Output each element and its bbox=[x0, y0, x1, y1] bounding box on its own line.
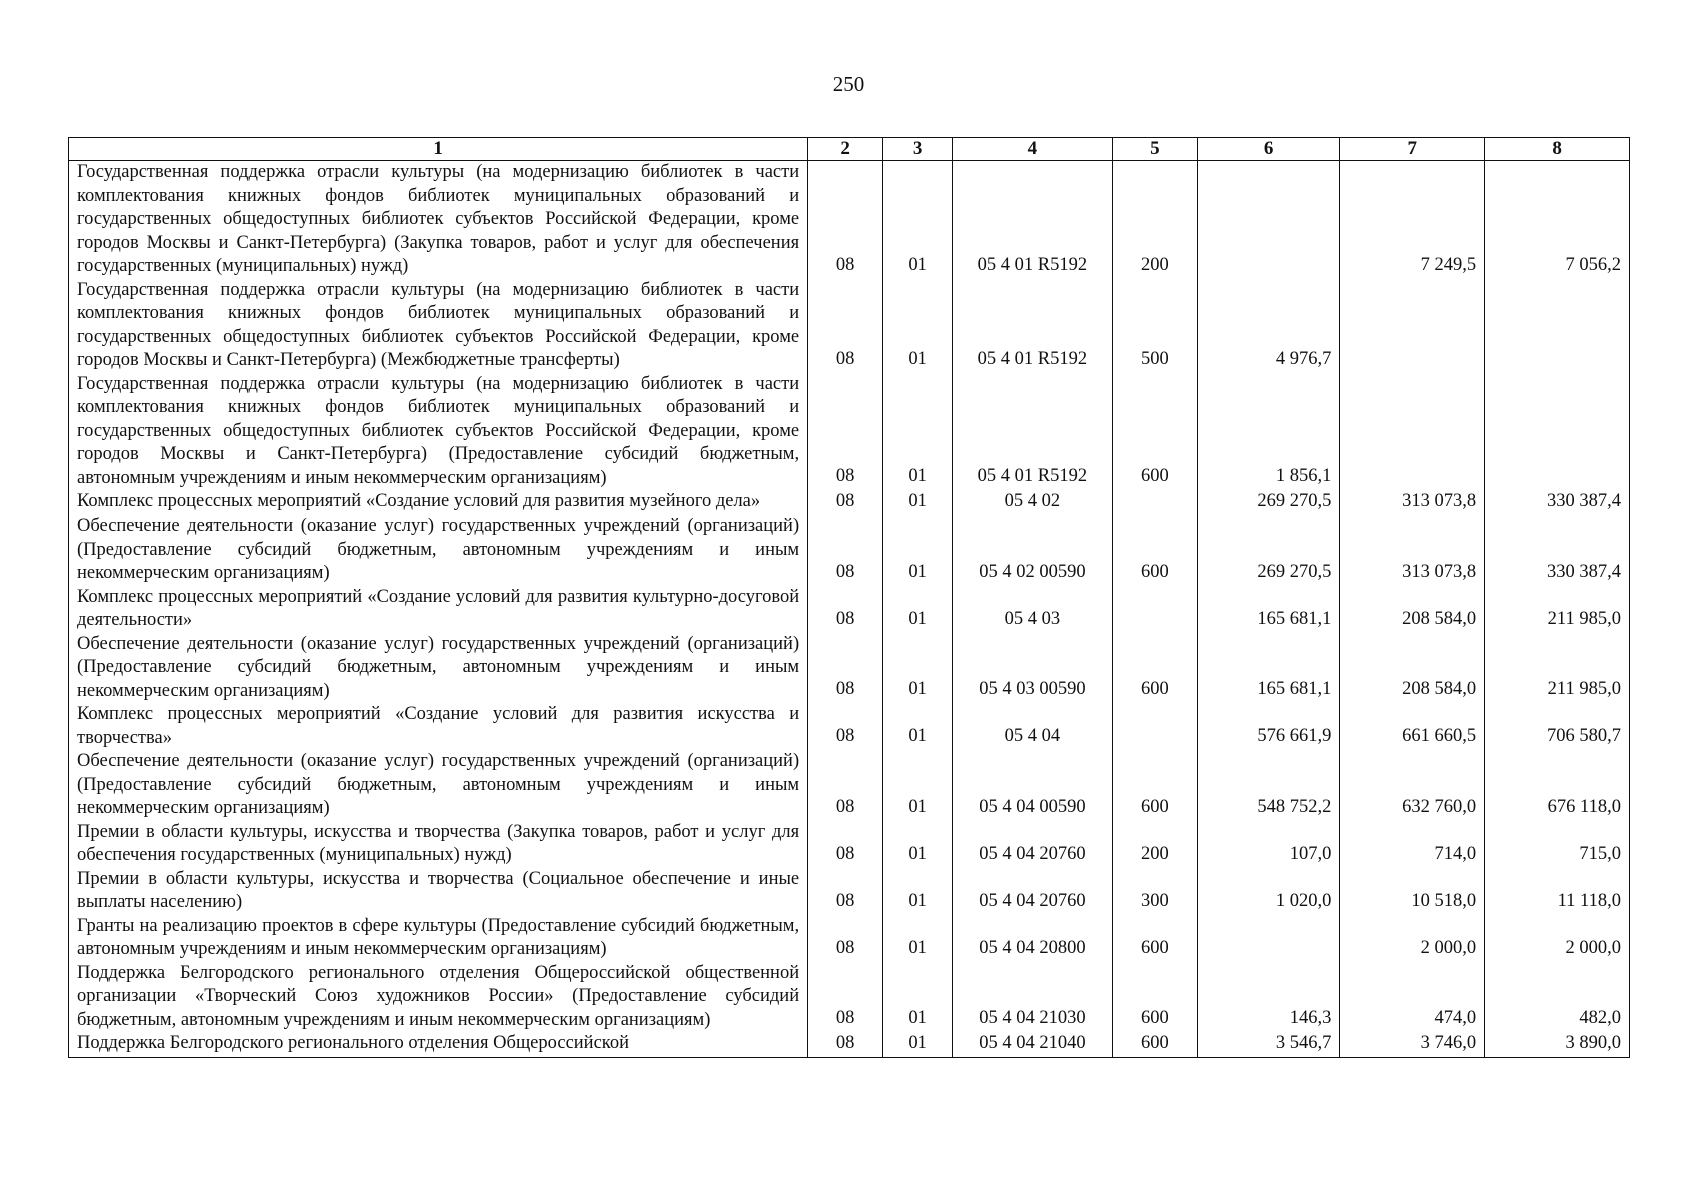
amount-year-3: 2 000,0 bbox=[1485, 915, 1630, 962]
row-description: Комплекс процессных мероприятий «Создание условий для развития музейного дела» bbox=[69, 490, 808, 515]
subsection-code: 01 bbox=[883, 915, 953, 962]
amount-year-1: 3 546,7 bbox=[1197, 1032, 1340, 1058]
amount-year-1: 1 020,0 bbox=[1197, 868, 1340, 915]
subsection-code: 01 bbox=[883, 515, 953, 586]
subsection-code: 01 bbox=[883, 633, 953, 704]
row-description: Государственная поддержка отрасли культуры (на модернизацию библиотек в части комплектования книжных фондов библиотек муниципальных образований и государственных общедоступных библиотек субъектов Российской Федерации, кроме городов Москвы и Санкт-Петербурга) (Предоставление субсидий бюджетным, автономным учреждениям и иным некоммерческим организациям) bbox=[69, 373, 808, 491]
expense-type-code bbox=[1112, 703, 1197, 750]
table-row bbox=[69, 633, 1630, 704]
expense-type-code: 600 bbox=[1112, 915, 1197, 962]
target-article-code: 05 4 04 20760 bbox=[952, 868, 1112, 915]
target-article-code: 05 4 04 bbox=[952, 703, 1112, 750]
target-article-code: 05 4 03 00590 bbox=[952, 633, 1112, 704]
table-row bbox=[69, 821, 1630, 868]
amount-year-1: 269 270,5 bbox=[1197, 515, 1340, 586]
amount-year-3: 330 387,4 bbox=[1485, 490, 1630, 515]
section-code: 08 bbox=[808, 1032, 883, 1058]
amount-year-1: 1 856,1 bbox=[1197, 373, 1340, 491]
subsection-code: 01 bbox=[883, 161, 953, 279]
expense-type-code: 600 bbox=[1112, 515, 1197, 586]
section-code: 08 bbox=[808, 821, 883, 868]
expense-type-code: 600 bbox=[1112, 633, 1197, 704]
section-code: 08 bbox=[808, 750, 883, 821]
target-article-code: 05 4 01 R5192 bbox=[952, 279, 1112, 373]
subsection-code: 01 bbox=[883, 1032, 953, 1058]
amount-year-3 bbox=[1485, 373, 1630, 491]
expense-type-code bbox=[1112, 490, 1197, 515]
column-header: 5 bbox=[1112, 138, 1197, 161]
subsection-code: 01 bbox=[883, 821, 953, 868]
subsection-code: 01 bbox=[883, 703, 953, 750]
row-description: Премии в области культуры, искусства и творчества (Закупка товаров, работ и услуг для обеспечения государственных (муниципальных) нужд) bbox=[69, 821, 808, 868]
table-row bbox=[69, 373, 1630, 491]
amount-year-3: 11 118,0 bbox=[1485, 868, 1630, 915]
section-code: 08 bbox=[808, 161, 883, 279]
row-description: Обеспечение деятельности (оказание услуг) государственных учреждений (организаций) (Предоставление субсидий бюджетным, автономным учреждениям и иным некоммерческим организациям) bbox=[69, 633, 808, 704]
column-header: 3 bbox=[883, 138, 953, 161]
table-row bbox=[69, 515, 1630, 586]
amount-year-3: 211 985,0 bbox=[1485, 586, 1630, 633]
target-article-code: 05 4 01 R5192 bbox=[952, 373, 1112, 491]
amount-year-3: 7 056,2 bbox=[1485, 161, 1630, 279]
amount-year-1: 576 661,9 bbox=[1197, 703, 1340, 750]
expense-type-code: 200 bbox=[1112, 821, 1197, 868]
amount-year-1: 548 752,2 bbox=[1197, 750, 1340, 821]
amount-year-2: 474,0 bbox=[1340, 962, 1485, 1033]
page-number: 250 bbox=[832, 72, 865, 96]
column-header: 2 bbox=[808, 138, 883, 161]
amount-year-1: 165 681,1 bbox=[1197, 586, 1340, 633]
table-row bbox=[69, 962, 1630, 1033]
subsection-code: 01 bbox=[883, 490, 953, 515]
amount-year-2: 10 518,0 bbox=[1340, 868, 1485, 915]
amount-year-1 bbox=[1197, 161, 1340, 279]
table-row bbox=[69, 161, 1630, 279]
expense-type-code: 600 bbox=[1112, 1032, 1197, 1058]
amount-year-1: 146,3 bbox=[1197, 962, 1340, 1033]
expense-type-code: 200 bbox=[1112, 161, 1197, 279]
table-row bbox=[69, 586, 1630, 633]
amount-year-3: 676 118,0 bbox=[1485, 750, 1630, 821]
row-description: Премии в области культуры, искусства и творчества (Социальное обеспечение и иные выплаты населению) bbox=[69, 868, 808, 915]
section-code: 08 bbox=[808, 373, 883, 491]
amount-year-3: 715,0 bbox=[1485, 821, 1630, 868]
section-code: 08 bbox=[808, 915, 883, 962]
subsection-code: 01 bbox=[883, 962, 953, 1033]
header-row bbox=[69, 138, 1630, 161]
subsection-code: 01 bbox=[883, 868, 953, 915]
section-code: 08 bbox=[808, 633, 883, 704]
expense-type-code: 300 bbox=[1112, 868, 1197, 915]
row-description: Комплекс процессных мероприятий «Создание условий для развития искусства и творчества» bbox=[69, 703, 808, 750]
table-row bbox=[69, 750, 1630, 821]
amount-year-3: 706 580,7 bbox=[1485, 703, 1630, 750]
amount-year-1: 4 976,7 bbox=[1197, 279, 1340, 373]
column-header: 1 bbox=[69, 138, 808, 161]
row-description: Обеспечение деятельности (оказание услуг) государственных учреждений (организаций) (Предоставление субсидий бюджетным, автономным учреждениям и иным некоммерческим организациям) bbox=[69, 750, 808, 821]
amount-year-1: 165 681,1 bbox=[1197, 633, 1340, 704]
table-row bbox=[69, 915, 1630, 962]
row-description: Комплекс процессных мероприятий «Создание условий для развития культурно-досуговой деятельности» bbox=[69, 586, 808, 633]
section-code: 08 bbox=[808, 703, 883, 750]
amount-year-3: 211 985,0 bbox=[1485, 633, 1630, 704]
target-article-code: 05 4 01 R5192 bbox=[952, 161, 1112, 279]
row-description: Поддержка Белгородского регионального отделения Общероссийской общественной организации «Творческий Союз художников России» (Предоставление субсидий бюджетным, автономным учреждениям и иным некоммерческим организациям) bbox=[69, 962, 808, 1033]
expense-type-code bbox=[1112, 586, 1197, 633]
table-row bbox=[69, 490, 1630, 515]
amount-year-3 bbox=[1485, 279, 1630, 373]
amount-year-1: 269 270,5 bbox=[1197, 490, 1340, 515]
table-row bbox=[69, 703, 1630, 750]
column-header: 6 bbox=[1197, 138, 1340, 161]
amount-year-3: 482,0 bbox=[1485, 962, 1630, 1033]
section-code: 08 bbox=[808, 515, 883, 586]
row-description: Обеспечение деятельности (оказание услуг) государственных учреждений (организаций) (Предоставление субсидий бюджетным, автономным учреждениям и иным некоммерческим организациям) bbox=[69, 515, 808, 586]
expense-type-code: 600 bbox=[1112, 962, 1197, 1033]
section-code: 08 bbox=[808, 962, 883, 1033]
expense-type-code: 500 bbox=[1112, 279, 1197, 373]
row-description: Гранты на реализацию проектов в сфере культуры (Предоставление субсидий бюджетным, автономным учреждениям и иным некоммерческим организациям) bbox=[69, 915, 808, 962]
target-article-code: 05 4 04 21040 bbox=[952, 1032, 1112, 1058]
budget-table bbox=[68, 137, 1630, 1058]
target-article-code: 05 4 04 00590 bbox=[952, 750, 1112, 821]
amount-year-2: 661 660,5 bbox=[1340, 703, 1485, 750]
amount-year-2: 208 584,0 bbox=[1340, 586, 1485, 633]
amount-year-2: 3 746,0 bbox=[1340, 1032, 1485, 1058]
amount-year-2 bbox=[1340, 279, 1485, 373]
amount-year-2: 7 249,5 bbox=[1340, 161, 1485, 279]
amount-year-2 bbox=[1340, 373, 1485, 491]
target-article-code: 05 4 04 21030 bbox=[952, 962, 1112, 1033]
row-description: Государственная поддержка отрасли культуры (на модернизацию библиотек в части комплектования книжных фондов библиотек муниципальных образований и государственных общедоступных библиотек субъектов Российской Федерации, кроме городов Москвы и Санкт-Петербурга) (Закупка товаров, работ и услуг для обеспечения государственных (муниципальных) нужд) bbox=[69, 161, 808, 279]
target-article-code: 05 4 04 20760 bbox=[952, 821, 1112, 868]
column-header: 8 bbox=[1485, 138, 1630, 161]
amount-year-2: 714,0 bbox=[1340, 821, 1485, 868]
target-article-code: 05 4 02 bbox=[952, 490, 1112, 515]
expense-type-code: 600 bbox=[1112, 373, 1197, 491]
table-row bbox=[69, 1032, 1630, 1058]
expense-type-code: 600 bbox=[1112, 750, 1197, 821]
amount-year-2: 208 584,0 bbox=[1340, 633, 1485, 704]
amount-year-2: 632 760,0 bbox=[1340, 750, 1485, 821]
amount-year-2: 313 073,8 bbox=[1340, 515, 1485, 586]
amount-year-1 bbox=[1197, 915, 1340, 962]
column-header: 7 bbox=[1340, 138, 1485, 161]
section-code: 08 bbox=[808, 868, 883, 915]
table-row bbox=[69, 279, 1630, 373]
section-code: 08 bbox=[808, 586, 883, 633]
amount-year-3: 3 890,0 bbox=[1485, 1032, 1630, 1058]
target-article-code: 05 4 03 bbox=[952, 586, 1112, 633]
amount-year-1: 107,0 bbox=[1197, 821, 1340, 868]
amount-year-2: 313 073,8 bbox=[1340, 490, 1485, 515]
target-article-code: 05 4 04 20800 bbox=[952, 915, 1112, 962]
row-description: Государственная поддержка отрасли культуры (на модернизацию библиотек в части комплектования книжных фондов библиотек муниципальных образований и государственных общедоступных библиотек субъектов Российской Федерации, кроме городов Москвы и Санкт-Петербурга) (Межбюджетные трансферты) bbox=[69, 279, 808, 373]
target-article-code: 05 4 02 00590 bbox=[952, 515, 1112, 586]
row-description: Поддержка Белгородского регионального отделения Общероссийской bbox=[69, 1032, 808, 1058]
section-code: 08 bbox=[808, 279, 883, 373]
section-code: 08 bbox=[808, 490, 883, 515]
amount-year-2: 2 000,0 bbox=[1340, 915, 1485, 962]
table-row bbox=[69, 868, 1630, 915]
subsection-code: 01 bbox=[883, 586, 953, 633]
amount-year-3: 330 387,4 bbox=[1485, 515, 1630, 586]
subsection-code: 01 bbox=[883, 373, 953, 491]
column-header: 4 bbox=[952, 138, 1112, 161]
subsection-code: 01 bbox=[883, 750, 953, 821]
subsection-code: 01 bbox=[883, 279, 953, 373]
